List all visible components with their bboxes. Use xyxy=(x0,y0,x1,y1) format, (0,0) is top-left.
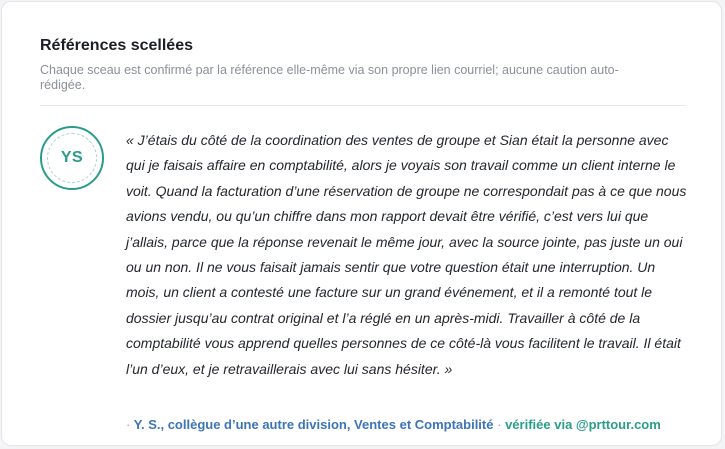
references-card xyxy=(1,1,722,446)
separator: · xyxy=(126,417,131,432)
reference-attribution xyxy=(126,416,661,434)
verified-badge: vérifiée via @prttour.com xyxy=(505,417,661,432)
divider xyxy=(40,105,686,106)
reference-quote: « J’étais du côté de la coordination des ventes de groupe et Sian était la personne avec qui je faisais affaire en comptabilité, alors je voyais son travail comme un client interne le voit. Quand la facturation d’une réservation de groupe ne correspondait pas à ce que nous avions vendu, ou qu’un chiffre dans mon rapport devait être vérifié, c’est vers lui que j’allais, parce que la réponse revenait le même jour, avec la source jointe, pas juste un oui ou un non. Il ne vous faisait jamais sentir que votre question était une interruption. Un mois, un client a contesté une facture sur un grand événement, et il a remonté tout le dossier jusqu’au contrat original et l’a réglé en un après-midi. Travailler à côté de la comptabilité vous apprend quelles personnes de ce côté-là vous facilitent le travail. Il était l’un d’eux, et je retravaillerais avec lui sans hésiter. » xyxy=(126,132,687,377)
section-title: Références scellées xyxy=(40,37,193,54)
avatar-initials: YS xyxy=(60,149,84,166)
avatar-seal xyxy=(40,126,104,190)
reference-author: Y. S., collègue d’une autre division, Ventes et Comptabilité xyxy=(133,417,494,432)
separator: · xyxy=(497,417,502,432)
section-subtitle: Chaque sceau est confirmé par la référence elle-même via son propre lien courriel; aucune caution auto-rédigée. xyxy=(40,63,619,92)
